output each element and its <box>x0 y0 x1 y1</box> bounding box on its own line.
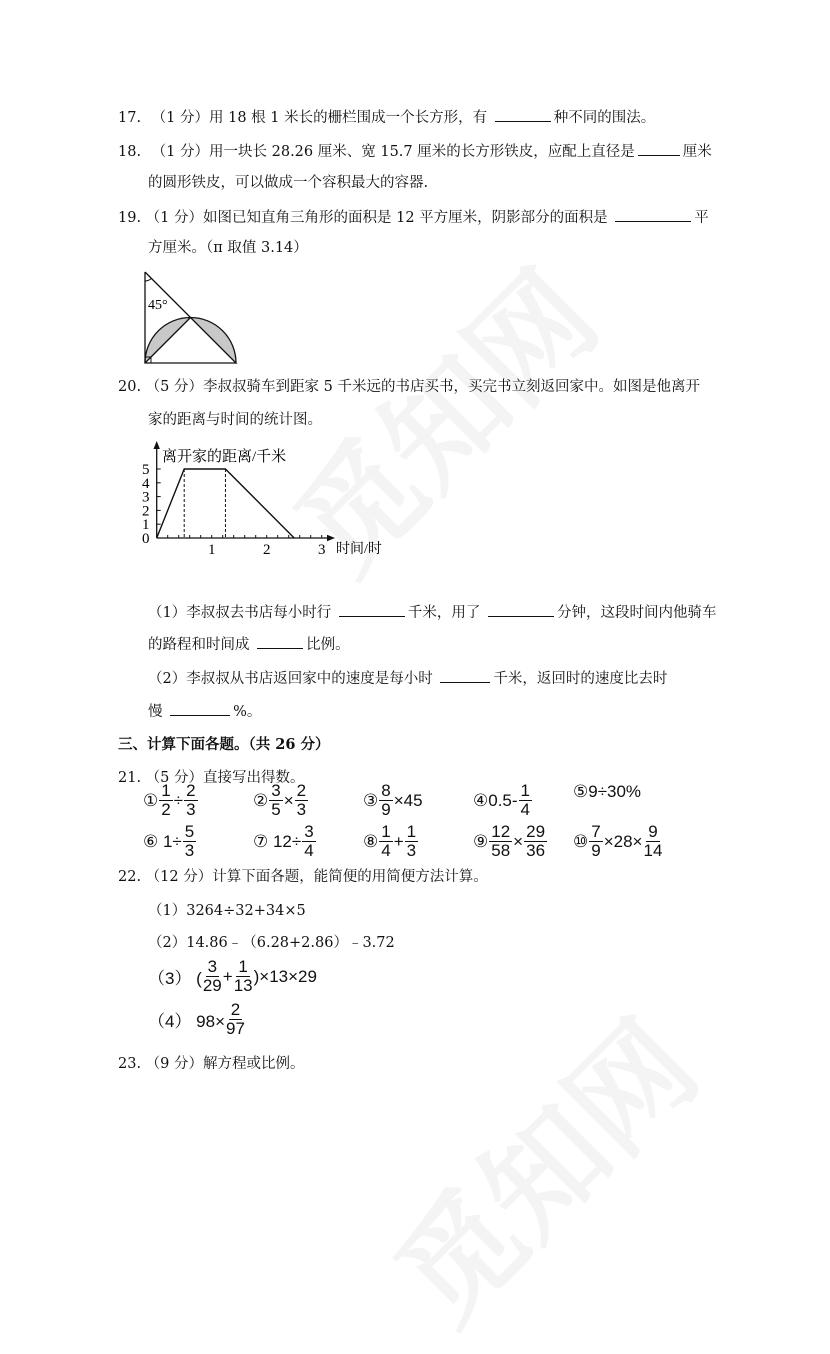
y-axis-label: 离开家的距离/千米 <box>162 449 287 465</box>
expr-text: ① <box>143 790 159 810</box>
y-tick-label: 3 <box>141 489 150 506</box>
denominator: 9 <box>381 800 391 819</box>
y-tick-label: 0 <box>141 531 150 547</box>
denominator: 4 <box>381 841 391 860</box>
question-text: 方厘米。（π 取值 3.14） <box>148 240 308 256</box>
calc-item-10 <box>573 823 663 860</box>
fraction <box>183 823 196 860</box>
question-text: 千米，用了 <box>407 605 481 621</box>
fraction <box>234 958 253 995</box>
numerator: 1 <box>238 957 248 976</box>
fraction <box>489 823 512 860</box>
denominator: 4 <box>304 841 314 860</box>
question-text: （5 分）李叔叔骑车到距家 5 千米远的书店买书，买完书立刻返回家中。如图是他离开 <box>145 379 700 395</box>
denominator: 14 <box>643 841 663 860</box>
y-tick-label: 4 <box>141 475 150 492</box>
denominator: 36 <box>526 841 546 860</box>
calc-item-4 <box>148 1001 246 1038</box>
numerator: 8 <box>381 781 391 800</box>
calc-item-2 <box>253 782 309 819</box>
calc-item-9 <box>473 823 548 860</box>
expr-text: × <box>283 790 294 810</box>
calc-item-1: （1）3264÷32+34×5 <box>148 903 306 919</box>
question-text: （5 分）直接写出得数。 <box>145 770 305 786</box>
expr-text: ② <box>253 790 269 810</box>
y-tick-label: 2 <box>141 503 150 520</box>
question-text: 种不同的围法。 <box>553 110 656 126</box>
question-23 <box>118 1054 305 1074</box>
fraction <box>519 782 532 819</box>
denominator: 58 <box>491 841 511 860</box>
answer-blank[interactable] <box>440 668 490 683</box>
numerator: 2 <box>230 1000 241 1019</box>
question-number: 23. <box>118 1056 142 1072</box>
question-text: %。 <box>233 704 262 720</box>
denominator: 3 <box>184 841 195 860</box>
denominator: 29 <box>202 976 222 995</box>
expr-text: × <box>513 831 524 851</box>
calc-item-8 <box>363 823 419 860</box>
expr-text: ÷ <box>173 790 184 810</box>
numerator: 1 <box>161 781 171 800</box>
calc-item-3 <box>363 782 423 819</box>
question-text: 家的距离与时间的统计图。 <box>148 412 322 428</box>
fraction <box>226 1001 245 1038</box>
question-text: 比例。 <box>306 637 350 653</box>
expr-text: ⑥ 1÷ <box>143 831 182 851</box>
question-number: 18. <box>118 144 142 160</box>
question-number: 20. <box>118 379 142 395</box>
expr-text: ⑧ <box>363 831 379 851</box>
question-text: （12 分）计算下面各题，能简便的用简便方法计算。 <box>145 869 488 885</box>
fraction <box>379 823 392 860</box>
expr-text: ③ <box>363 790 379 810</box>
denominator: 3 <box>406 841 417 860</box>
numerator: 29 <box>526 822 546 841</box>
question-20-part-1-line2 <box>148 634 350 655</box>
fraction <box>184 782 197 819</box>
denominator: 2 <box>161 800 171 819</box>
question-text: 厘米 <box>682 144 712 160</box>
expr-text: + <box>222 966 233 986</box>
question-text: 的路程和时间成 <box>148 637 250 653</box>
calc-item-2: （2）14.86﹣（6.28+2.86）﹣3.72 <box>148 935 395 951</box>
numerator: 9 <box>648 822 658 841</box>
numerator: 1 <box>406 822 417 841</box>
section-title: 三、计算下面各题。（共 26 分） <box>118 736 330 753</box>
question-number: 17. <box>118 110 142 126</box>
question-20-part-1 <box>148 602 716 623</box>
question-text: 千米，返回时的速度比去时 <box>493 671 668 687</box>
question-20-part-2 <box>148 668 667 689</box>
x-axis-arrow-icon <box>327 535 335 541</box>
question-text: 平 <box>694 210 709 226</box>
expr-text: （3） ( <box>148 969 202 988</box>
question-number: 21. <box>118 770 142 786</box>
denominator: 5 <box>271 800 281 819</box>
y-tick-label: 5 <box>141 462 150 478</box>
numerator: 5 <box>184 822 195 841</box>
denominator: 9 <box>591 841 601 860</box>
question-text: 慢 <box>148 704 163 720</box>
numerator: 2 <box>186 781 196 800</box>
calc-item-4 <box>473 782 533 819</box>
expr-text: ⑤9÷30% <box>573 782 642 801</box>
calc-item-5 <box>573 782 641 802</box>
question-number: 19. <box>118 210 142 226</box>
question-text: （1 分）用一块长 28.26 厘米、宽 15.7 厘米的长方形铁皮，应配上直径是 <box>151 144 635 160</box>
angle-label: 45° <box>148 298 168 313</box>
fraction <box>269 782 282 819</box>
question-22 <box>118 867 488 887</box>
fraction <box>203 958 222 995</box>
answer-blank[interactable] <box>170 701 230 716</box>
numerator: 12 <box>491 822 511 841</box>
fraction <box>379 782 392 819</box>
calc-item-1 <box>143 782 199 819</box>
expr-text: ⑨ <box>473 831 489 851</box>
fraction <box>295 782 308 819</box>
numerator: 3 <box>207 957 218 976</box>
numerator: 2 <box>296 781 307 800</box>
question-text: （2）李叔叔从书店返回家中的速度是每小时 <box>148 671 433 687</box>
x-tick-label: 1 <box>207 542 216 558</box>
denominator: 13 <box>233 976 253 995</box>
fraction <box>524 823 547 860</box>
calc-item-6 <box>143 823 197 860</box>
question-text: （1）李叔叔去书店每小时行 <box>148 605 332 621</box>
numerator: 1 <box>520 781 531 800</box>
denominator: 4 <box>520 800 531 819</box>
numerator: 3 <box>271 781 281 800</box>
expr-text: ⑦ 12÷ <box>253 831 302 851</box>
denominator: 97 <box>226 1019 245 1038</box>
question-number: 22. <box>118 869 142 885</box>
fraction <box>302 823 315 860</box>
question-20-part-2-line2 <box>148 701 261 722</box>
y-tick-label: 1 <box>141 517 150 534</box>
question-text: 分钟，这段时间内他骑车 <box>556 605 717 621</box>
expr-text: ⑩ <box>573 831 589 851</box>
x-tick-label: 3 <box>317 542 326 558</box>
question-text: （1 分）如图已知直角三角形的面积是 12 平方厘米，阴影部分的面积是 <box>145 210 608 226</box>
denominator: 3 <box>186 800 196 819</box>
x-tick-label: 2 <box>262 542 271 558</box>
calc-item-3 <box>148 958 317 995</box>
expr-text: ×45 <box>393 790 423 810</box>
calc-item-7 <box>253 823 317 860</box>
answer-blank[interactable] <box>488 602 554 617</box>
fraction <box>159 782 172 819</box>
expr-text: + <box>393 831 404 851</box>
fraction <box>589 823 602 860</box>
numerator: 3 <box>304 822 314 841</box>
question-text: （1 分）用 18 根 1 米长的栅栏围成一个长方形，有 <box>151 110 488 126</box>
numerator: 7 <box>591 822 601 841</box>
numerator: 1 <box>381 822 391 841</box>
denominator: 3 <box>296 800 307 819</box>
expr-text: ×28× <box>603 831 643 851</box>
expr-text: )×13×29 <box>253 966 317 986</box>
y-axis-arrow-icon <box>154 441 160 449</box>
expr-text: （4） 98× <box>148 1012 226 1031</box>
answer-blank[interactable] <box>339 602 405 617</box>
expr-text: ④0.5- <box>473 790 518 810</box>
fraction <box>643 823 662 860</box>
x-axis-label: 时间/时 <box>336 542 382 557</box>
answer-blank[interactable] <box>257 634 303 649</box>
question-text: 的圆形铁皮，可以做成一个容积最大的容器. <box>148 175 429 191</box>
question-text: （9 分）解方程或比例。 <box>145 1056 305 1072</box>
fraction <box>405 823 418 860</box>
